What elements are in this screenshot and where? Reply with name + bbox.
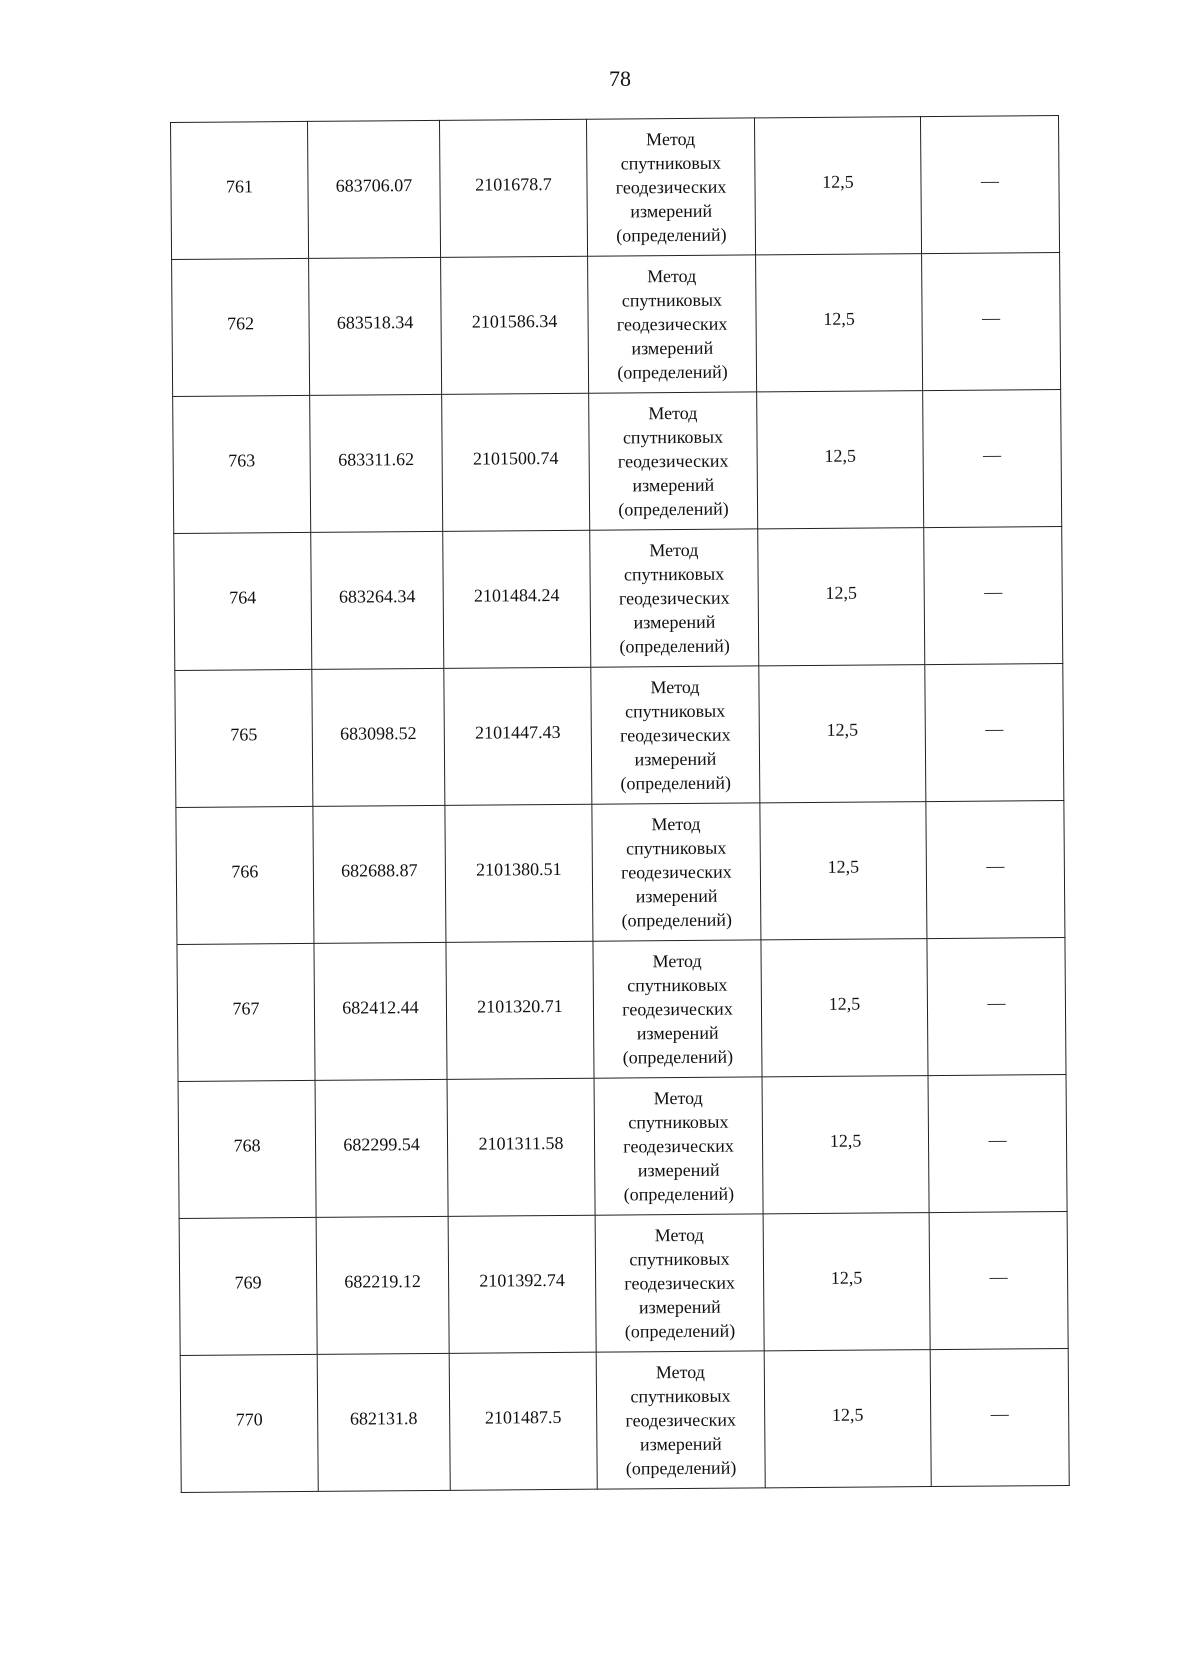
method-line: Метод (652, 950, 702, 972)
accuracy-cell-text: 12,5 (822, 171, 854, 192)
table-row (173, 390, 1062, 534)
method-line: измерений (632, 474, 715, 496)
accuracy-cell-text: 12,5 (829, 1130, 862, 1151)
table-body (171, 116, 1070, 1493)
y-coordinate-cell-text: 2101320.71 (477, 995, 563, 1017)
point-number-cell-text: 768 (233, 1135, 261, 1156)
x-coordinate-cell-text: 682131.8 (349, 1408, 418, 1429)
accuracy-cell-text: 12,5 (826, 719, 859, 740)
accuracy-cell-text: 12,5 (824, 445, 856, 466)
point-number-cell-text: 764 (229, 587, 257, 608)
y-coordinate-cell-text: 2101487.5 (484, 1406, 562, 1428)
point-number-cell (180, 1354, 318, 1492)
x-coordinate-cell (310, 394, 443, 532)
point-number-cell-text: 769 (234, 1272, 262, 1293)
point-number-cell-text: 767 (232, 998, 260, 1019)
table-row (172, 253, 1061, 397)
method-line: спутниковых (621, 289, 723, 311)
method-line: геодезических (624, 1272, 736, 1294)
dash-mark: — (985, 718, 1004, 739)
method-line: (определений) (623, 1183, 735, 1205)
method-cell (586, 118, 755, 256)
dash-mark: — (984, 581, 1003, 602)
y-coordinate-cell (443, 530, 591, 668)
table-row (177, 937, 1066, 1081)
method-line: измерений (634, 748, 717, 770)
method-line: Метод (646, 128, 696, 150)
y-coordinate-cell (441, 256, 589, 394)
method-line: Метод (649, 539, 699, 561)
point-number-cell (174, 532, 312, 670)
method-line: геодезических (618, 587, 730, 609)
accuracy-cell-text: 12,5 (827, 856, 860, 877)
y-coordinate-cell (448, 1215, 596, 1353)
accuracy-cell (761, 939, 928, 1077)
point-number-cell-text: 766 (231, 861, 259, 882)
x-coordinate-cell-text: 682299.54 (343, 1134, 420, 1155)
method-line: (определений) (616, 224, 727, 246)
point-number-cell (177, 943, 315, 1081)
y-coordinate-cell-text: 2101311.58 (478, 1132, 564, 1154)
accuracy-cell-text: 12,5 (825, 582, 858, 603)
point-number-cell (172, 258, 310, 396)
method-line: спутниковых (623, 563, 725, 585)
method-cell (595, 1214, 764, 1352)
y-coordinate-cell (445, 804, 593, 942)
dash-mark: — (980, 170, 1000, 191)
y-coordinate-cell-text: 2101380.51 (476, 858, 562, 880)
method-line: геодезических (619, 724, 731, 746)
x-coordinate-cell (314, 942, 447, 1080)
y-coordinate-cell (444, 667, 592, 805)
method-line: (определений) (617, 361, 728, 383)
table-row (175, 664, 1064, 808)
method-line: измерений (638, 1296, 721, 1318)
x-coordinate-cell (316, 1216, 449, 1354)
method-line: спутниковых (628, 1111, 729, 1133)
y-coordinate-cell (449, 1352, 597, 1490)
method-line: (определений) (619, 635, 730, 657)
method-cell (590, 529, 759, 667)
method-line: измерений (630, 200, 713, 222)
x-coordinate-cell-text: 683311.62 (338, 449, 415, 470)
method-line: геодезических (617, 450, 729, 472)
accuracy-cell (754, 117, 921, 255)
method-line: спутниковых (624, 700, 726, 722)
method-line: Метод (653, 1087, 703, 1109)
method-line: Метод (651, 813, 701, 835)
method-cell (591, 666, 760, 804)
x-coordinate-cell-text: 682412.44 (342, 997, 419, 1018)
accuracy-cell (759, 665, 926, 803)
x-coordinate-cell (317, 1353, 450, 1491)
accuracy-cell (762, 1076, 929, 1214)
method-line: спутниковых (629, 1248, 730, 1270)
x-coordinate-cell-text: 683264.34 (338, 586, 416, 607)
table-row (178, 1074, 1067, 1218)
method-line: измерений (636, 1022, 719, 1044)
method-line: (определений) (620, 772, 731, 794)
point-number-cell (176, 806, 314, 944)
x-coordinate-cell-text: 682688.87 (341, 860, 418, 881)
method-line: геодезических (625, 1409, 737, 1431)
table-row (174, 527, 1063, 671)
method-line: (определений) (618, 498, 729, 520)
method-line: (определений) (624, 1320, 736, 1342)
method-line: геодезических (615, 176, 727, 198)
table-row (180, 1348, 1069, 1492)
method-line: спутниковых (620, 152, 722, 174)
method-line: Метод (648, 402, 698, 424)
accuracy-cell-text: 12,5 (823, 308, 855, 329)
point-number-cell-text: 765 (230, 724, 258, 745)
extra-cell (920, 116, 1059, 254)
x-coordinate-cell (307, 120, 440, 258)
method-line: измерений (633, 611, 716, 633)
point-number-cell (179, 1217, 317, 1355)
x-coordinate-cell (309, 257, 442, 395)
dash-mark: — (988, 1129, 1007, 1150)
method-line: Метод (655, 1361, 705, 1383)
accuracy-cell-text: 12,5 (828, 993, 861, 1014)
x-coordinate-cell-text: 683706.07 (335, 175, 413, 196)
x-coordinate-cell-text: 683098.52 (339, 723, 417, 744)
y-coordinate-cell-text: 2101484.24 (473, 584, 560, 606)
method-line: (определений) (622, 1046, 734, 1068)
x-coordinate-cell (313, 805, 446, 943)
method-line: измерений (637, 1159, 720, 1181)
y-coordinate-cell-text: 2101392.74 (479, 1269, 565, 1291)
y-coordinate-cell-text: 2101678.7 (475, 174, 552, 195)
method-cell (589, 392, 758, 530)
dash-mark: — (986, 855, 1005, 876)
method-cell (593, 940, 762, 1078)
method-line: спутниковых (630, 1385, 731, 1407)
extra-cell (922, 253, 1061, 391)
y-coordinate-cell (446, 941, 594, 1079)
accuracy-cell (760, 802, 927, 940)
dash-mark: — (989, 1266, 1008, 1287)
extra-cell (925, 664, 1064, 802)
method-line: (определений) (625, 1457, 737, 1479)
extra-cell (928, 1074, 1067, 1212)
extra-cell (927, 937, 1066, 1075)
x-coordinate-cell-text: 683518.34 (336, 312, 414, 333)
extra-cell (926, 801, 1065, 939)
point-number-cell (175, 669, 313, 807)
y-coordinate-cell-text: 2101500.74 (472, 447, 559, 469)
method-line: Метод (650, 676, 700, 698)
method-line: геодезических (623, 1135, 734, 1157)
point-number-cell (171, 121, 309, 259)
dash-mark: — (990, 1403, 1009, 1424)
page-number: 78 (609, 66, 631, 91)
method-line: Метод (654, 1224, 704, 1246)
method-line: спутниковых (622, 426, 724, 448)
point-number-cell-text: 762 (227, 313, 255, 334)
dash-mark: — (981, 307, 1001, 328)
method-cell (592, 803, 761, 941)
coordinates-table (170, 115, 1070, 1493)
y-coordinate-cell (447, 1078, 595, 1216)
extra-cell (929, 1211, 1068, 1349)
method-line: измерений (631, 337, 714, 359)
method-cell (588, 255, 757, 393)
table-row (176, 801, 1065, 945)
point-number-cell-text: 763 (228, 450, 256, 471)
extra-cell (930, 1348, 1069, 1486)
x-coordinate-cell-text: 682219.12 (344, 1271, 421, 1292)
method-line: измерений (635, 885, 718, 907)
accuracy-cell (763, 1213, 930, 1351)
method-line: геодезических (621, 861, 732, 883)
method-line: измерений (639, 1433, 722, 1455)
y-coordinate-cell-text: 2101447.43 (474, 721, 561, 743)
dash-mark: — (987, 992, 1006, 1013)
y-coordinate-cell-text: 2101586.34 (471, 310, 558, 332)
extra-cell (924, 527, 1063, 665)
method-line: спутниковых (627, 974, 728, 996)
accuracy-cell (757, 391, 924, 529)
method-line: Метод (647, 265, 697, 287)
point-number-cell-text: 770 (235, 1409, 263, 1430)
accuracy-cell-text: 12,5 (830, 1267, 863, 1288)
point-number-cell (178, 1080, 316, 1218)
accuracy-cell (764, 1350, 931, 1488)
accuracy-cell (758, 528, 925, 666)
y-coordinate-cell (442, 393, 590, 531)
accuracy-cell (756, 254, 923, 392)
method-cell (596, 1351, 765, 1489)
method-line: спутниковых (626, 837, 727, 859)
method-line: геодезических (622, 998, 733, 1020)
point-number-cell-text: 761 (225, 176, 254, 197)
y-coordinate-cell (439, 119, 587, 257)
x-coordinate-cell (315, 1079, 448, 1217)
table-row (171, 116, 1060, 260)
dash-mark: — (983, 444, 1002, 465)
accuracy-cell-text: 12,5 (831, 1404, 864, 1425)
table-row (179, 1211, 1068, 1355)
extra-cell (923, 390, 1062, 528)
method-line: геодезических (616, 313, 728, 335)
x-coordinate-cell (311, 531, 444, 669)
method-cell (594, 1077, 763, 1215)
point-number-cell (173, 395, 311, 533)
x-coordinate-cell (312, 668, 445, 806)
method-line: (определений) (621, 909, 733, 931)
